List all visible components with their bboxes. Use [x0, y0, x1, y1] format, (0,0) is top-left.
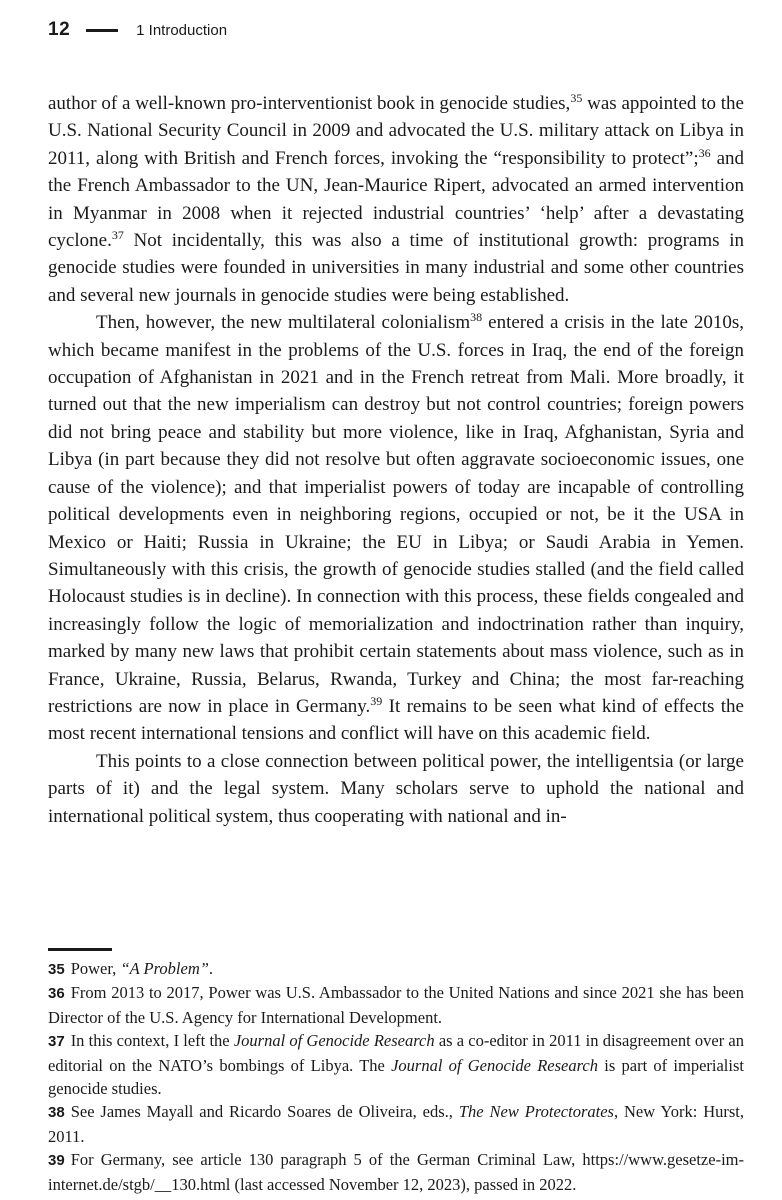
- text-run: Not incidentally, this was also a time of institutional growth: programs in genocide studies were founded in universities in many industrial and some other countries and several new journals in genocide studies were being established.: [48, 230, 744, 306]
- footnote-italic-title: Journal of Genocide Research: [391, 1055, 599, 1075]
- text-run: entered a crisis in the late 2010s, which became manifest in the problems of the U.S. forces in Iraq, the end of the foreign occupation of Afghanistan in 2021 and in the French retreat from Mali. More broadly, it turned out that the new imperialism can destroy but not control countries; foreign powers did not bring peace and stability but more violence, like in Iraq, Afghanistan, Syria and Libya (in part because they did not resolve but often aggravate socioeconomic issues, one cause of the violence); and that imperialist powers of today are incapable of controlling political developments even in neighboring regions, occupied or not, be it the USA in Mexico or Haiti; Russia in Ukraine; the EU in Libya; or Saudi Arabia in Yemen. Simultaneously with this crisis, the growth of genocide studies stalled (and the field called Holocaust studies is in decline). In connection with this process, these fields congealed and increasingly follow the logic of memorialization and indoctrination rather than inquiry, marked by many new laws that prohibit certain statements about mass violence, such as in France, Ukraine, Russia, Belarus, Rwanda, Turkey and China; the most far-reaching restrictions are now in place in Germany.: [48, 312, 744, 717]
- text-run: This points to a close connection between political power, the intelligentsia (or large parts of it) and the legal system. Many scholars serve to uphold the national and international political system, thus cooperating with national and in-: [48, 750, 744, 827]
- footnote-38: [48, 1100, 744, 1148]
- text-run: It remains to be seen what kind of effects the most recent international tensions and conflict will have on this academic field.: [48, 695, 744, 745]
- footnote-ref-36[interactable]: 36: [698, 145, 711, 160]
- footnote-number: 37: [48, 1033, 65, 1051]
- footnote-ref-35[interactable]: 35: [570, 91, 583, 105]
- footnote-italic-title: The New Protectorates: [458, 1102, 614, 1122]
- footnote-text: is part of imperialist genocide studies.: [48, 1055, 744, 1099]
- footnote-ref-38[interactable]: 38: [470, 310, 483, 325]
- footnote-number: 38: [48, 1104, 65, 1122]
- footnote-36: [48, 981, 744, 1029]
- footnote-italic-title: Journal of Genocide Research: [233, 1031, 435, 1051]
- footnote-35: [48, 957, 744, 981]
- footnote-text: For Germany, see article 130 paragraph 5 of the German Criminal Law, https://www.gesetze-im-internet.de/stgb/__130.html (last accessed November 12, 2023), passed in 2022.: [48, 1150, 744, 1194]
- main-text: [48, 90, 744, 830]
- text-run: was appointed to the U.S. National Security Council in 2009 and advocated the U.S. military attack on Libya in 2011, along with British and French forces, invoking the “responsibility to protect”;: [48, 93, 744, 169]
- paragraph-1: [48, 90, 744, 309]
- header-rule: [86, 29, 118, 32]
- footnote-text: See James Mayall and Ricardo Soares de Oliveira, eds.,: [70, 1102, 459, 1122]
- footnotes: [48, 957, 744, 1196]
- footnote-text: .: [208, 959, 214, 978]
- footnote-text: , New York: Hurst, 2011.: [48, 1102, 744, 1146]
- footnote-text: as a co-editor in 2011 in disagreement over an editorial on the NATO’s bombings of Libya. The: [48, 1031, 744, 1075]
- footnote-ref-37[interactable]: 37: [111, 228, 124, 243]
- footnote-separator: [48, 948, 112, 951]
- footnote-ref-39[interactable]: 39: [370, 693, 383, 708]
- text-run: and the French Ambassador to the UN, Jean-Maurice Ripert, advocated an armed intervention in Myanmar in 2008 when it rejected industrial countries’ ‘help’ after a devastating cyclone.: [48, 147, 745, 252]
- footnote-text: From 2013 to 2017, Power was U.S. Ambassador to the United Nations and since 2021 she has been Director of the U.S. Agency for International Development.: [48, 983, 744, 1027]
- paragraph-3: [48, 748, 744, 830]
- text-run: Then, however, the new multilateral colonialism: [96, 312, 471, 334]
- footnote-37: [48, 1029, 744, 1100]
- footnote-39: [48, 1148, 744, 1196]
- footnote-italic-title: “A Problem”: [120, 959, 209, 978]
- footnote-number: 35: [48, 961, 65, 978]
- chapter-running-head: 1 Introduction: [136, 21, 228, 39]
- footnote-text: Power,: [70, 959, 121, 978]
- footnote-text: In this context, I left the: [70, 1031, 234, 1051]
- footnote-number: 36: [48, 985, 65, 1003]
- paragraph-2: [48, 309, 744, 748]
- running-header: [48, 16, 227, 44]
- page-number: 12: [48, 19, 71, 40]
- text-run: author of a well-known pro-interventionist book in genocide studies,: [48, 93, 571, 114]
- footnote-number: 39: [48, 1152, 65, 1170]
